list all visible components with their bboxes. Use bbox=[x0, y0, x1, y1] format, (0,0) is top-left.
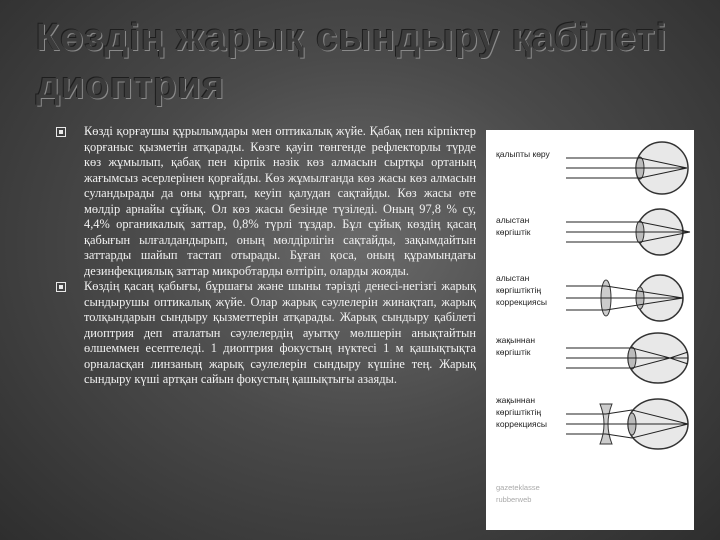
bullet-text: Көздің қасаң қабығы, бұршағы және шыны тәрізді денесі-негізгі жарық сындырушы оптикалық жүйе. Олар жарық сәулелерін жинақтап, жарық толқындарын сындыру қызметтерін атқарады. Жарық сындыру қабілеті диоптрия деп аталатын сәулелердің ауытқу мөлшерін анықтайтын өлшеммен есептеледі. 1 диоптрия фокустың нүктесі 1 м қашықтықта орналасқан линзаның жарық сәулелерін сындыру күшіне тең. Жарық сындыру күші артқан сайын фокустың қашықтығы азаяды. bbox=[84, 279, 476, 386]
eye-diagram-hyperopia bbox=[566, 202, 691, 262]
bullet-list bbox=[52, 124, 476, 388]
figure-credit: gazeteklasse rubberweb bbox=[496, 483, 540, 504]
label-normal-vision: қалыпты көру bbox=[496, 149, 550, 159]
bullet-item-optics bbox=[52, 279, 476, 388]
label-hyperopia: алыстан көргіштік bbox=[496, 215, 531, 237]
bullet-text: Көзді қорғаушы құрылымдары мен оптикалық жүйе. Қабақ пен кірпіктер қорғаныс қызметін атқарады. Көзге қауіп төнгенде рефлекторлы түрде көз жұмылып, қабақ пен кірпік нәзік көз алмасын сыртқы ортаның жағымсыз әсерлерінен қорғайды. Көз жұмылғанда көз жасы көз алмасын суландырады да оны құрғап, кеуіп қалудан сақтайды. Көз жасы өте мөлдір арнайы сұйық. Ол көз жасы безінде түзіледі. Оның 97,8 % су, 4,4% органикалық заттар, 0,8% түрлі тұздар. Бұл сұйық көздің қасаң қабығын ылғалдандырып, оның мөлдірлігін сақтайды, зақымдайтын заттарды шайып тастап отырады. Бұған қоса, оның құрамындағы дезинфекциялық заттар микробтарды өлтіріп, оларды жояды. bbox=[84, 124, 476, 278]
eye-diagram-hyperopia-correction bbox=[566, 268, 691, 328]
label-myopia-correction: жақыннан көргіштіктің коррекциясы bbox=[496, 395, 548, 429]
eye-diagram-normal bbox=[566, 138, 691, 198]
bullet-item-protection bbox=[52, 124, 476, 279]
eye-refraction-figure bbox=[486, 130, 694, 530]
label-hyperopia-correction: алыстан көргіштіктің коррекциясы bbox=[496, 273, 548, 307]
slide-title: Көздің жарық сындыру қабілеті диоптрия bbox=[36, 17, 668, 107]
bullet-icon bbox=[56, 127, 66, 137]
bullet-icon bbox=[56, 282, 66, 292]
eye-diagram-myopia bbox=[566, 328, 691, 388]
label-myopia: жақыннан көргіштік bbox=[496, 335, 536, 357]
eye-diagram-myopia-correction bbox=[566, 392, 691, 456]
